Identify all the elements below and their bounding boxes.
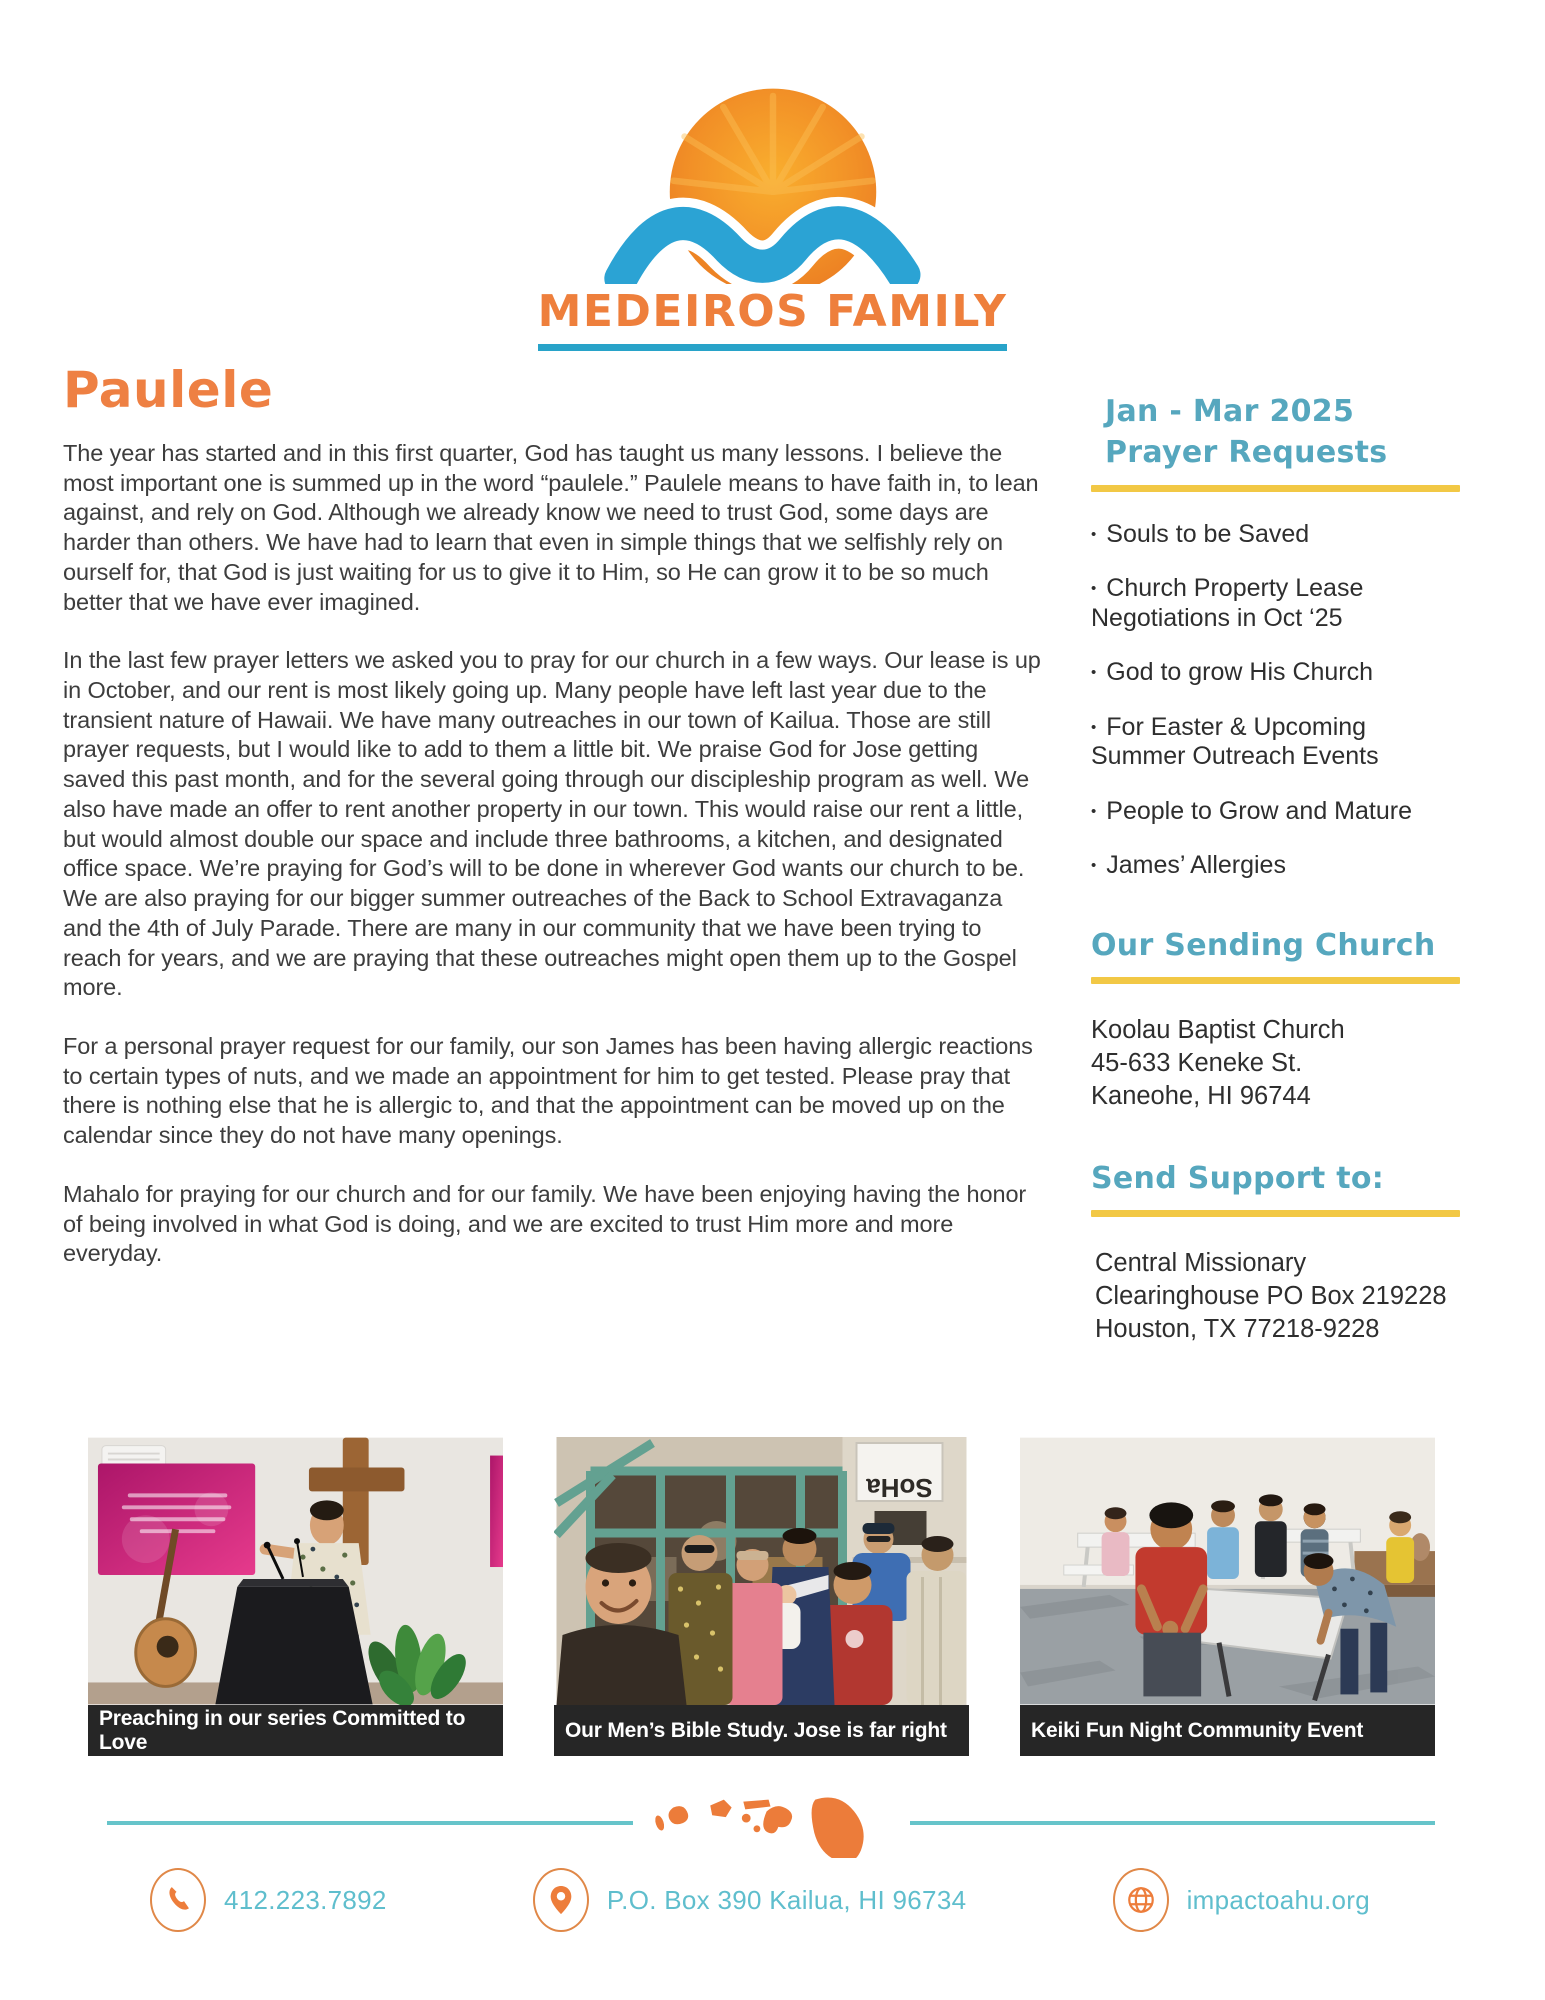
prayer-request-item: • Souls to be Saved	[1091, 520, 1460, 550]
website-url: impactoahu.org	[1186, 1884, 1370, 1915]
prayer-requests-section	[1091, 391, 1460, 881]
address-line: Kaneohe, HI 96744	[1091, 1082, 1311, 1111]
yellow-rule	[1091, 977, 1460, 984]
footer-phone	[150, 1868, 387, 1932]
sending-church-heading: Our Sending Church	[1091, 927, 1436, 963]
footer-address	[533, 1868, 966, 1932]
prayer-request-item: • For Easter & Upcoming Summer Outreach Events	[1091, 713, 1460, 772]
address-line: 45-633 Keneke St.	[1091, 1049, 1303, 1078]
photo-caption: Keiki Fun Night Community Event	[1020, 1705, 1435, 1756]
sending-church-section	[1091, 925, 1460, 1114]
photo-mens-bible-study	[554, 1437, 969, 1756]
mailing-address: P.O. Box 390 Kailua, HI 96734	[606, 1884, 967, 1915]
phone-number: 412.223.7892	[224, 1884, 387, 1915]
send-support-heading: Send Support to:	[1091, 1160, 1385, 1196]
send-support-section	[1091, 1158, 1460, 1347]
prayer-request-item: • James’ Allergies	[1091, 851, 1460, 881]
footer-website	[1113, 1868, 1370, 1932]
prayer-request-item: • Church Property Lease Negotiations in Oct ‘25	[1091, 574, 1460, 633]
prayer-requests-heading: Prayer Requests	[1105, 435, 1388, 471]
yellow-rule	[1091, 485, 1460, 492]
keiki-night-photo-illustration	[1020, 1437, 1435, 1705]
photo-preaching	[88, 1437, 503, 1756]
yellow-rule	[1091, 1210, 1460, 1217]
letter-paragraph: For a personal prayer request for our family, our son James has been having allergic reactions to certain types of nuts, and we made an appointment for him to get tested. Please pray that there is nothing else that he is allergic to, and that the appointment can be moved up on the calendar since they do not have many openings.	[63, 1032, 1033, 1149]
address-line: Koolau Baptist Church	[1091, 1016, 1345, 1045]
divider-line-left	[107, 1821, 633, 1825]
photo-row	[0, 1437, 1545, 1756]
support-address: Central Missionary Clearinghouse PO Box 219228 Houston, TX 77218-9228	[1095, 1248, 1447, 1344]
location-pin-icon	[533, 1868, 589, 1932]
prayer-date-range: Jan - Mar 2025	[1105, 394, 1355, 429]
bible-study-photo-illustration	[554, 1437, 969, 1705]
letter-paragraph: Mahalo for praying for our church and for our family. We have been enjoying having the honor of being involved in what God is doing, and we are excited to trust Him more and more everyday.	[63, 1180, 1027, 1267]
contact-footer	[0, 1864, 1545, 1932]
globe-icon	[1113, 1868, 1169, 1932]
sending-church-address	[1091, 1014, 1460, 1113]
article-body	[63, 439, 1045, 1269]
hawaiian-islands-icon	[649, 1788, 894, 1858]
photo-caption: Our Men’s Bible Study. Jose is far right	[554, 1705, 969, 1756]
content-area	[0, 351, 1545, 1437]
photo-keiki-fun-night	[1020, 1437, 1435, 1756]
sidebar	[1091, 357, 1460, 1437]
sun-wave-logo	[588, 72, 958, 284]
letter-paragraph: In the last few prayer letters we asked you to pray for our church in a few ways. Our lease is up in October, and our rent is most likely going up. Many people have left last year due to the transient nature of Hawaii. We have many outreaches in our town of Kailua. Those are still prayer requests, but I would like to add to them a little bit. We praise God for Jose getting saved this past month, and for the several going through our discipleship program as well. We also have made an offer to rent another property in our town. This would raise our rent a little, but would almost double our space and include three bathrooms, a kitchen, and designated office space. We’re praying for God’s will to be done in wherever God wants our church to be. We are also praying for our bigger summer outreaches of the Back to School Extravaganza and the 4th of July Parade. There are many in our community that we have been trying to reach for years, and we are praying that these outreaches might open them up to the Gospel more.	[63, 647, 1041, 1001]
prayer-request-item: • People to Grow and Mature	[1091, 797, 1460, 827]
letter-article	[63, 357, 1045, 1437]
page-title: Paulele	[63, 361, 274, 419]
preaching-photo-illustration	[88, 1437, 503, 1705]
phone-icon	[150, 1868, 206, 1932]
divider-line-right	[910, 1821, 1436, 1825]
letter-paragraph: The year has started and in this first quarter, God has taught us many lessons. I believe the most important one is summed up in the word “paulele.” Paulele means to have faith in, to lean against, and rely on God. Although we already know we need to trust God, some days are harder than others. We have had to learn that even in simple things that we selfishly rely on ourself for, that God is just waiting for us to give it to Him, so He can grow it to be so much better that we have ever imagined.	[63, 440, 1039, 615]
prayer-request-list	[1091, 520, 1460, 881]
logo-header	[0, 0, 1545, 351]
soha-sign-text: SoHa	[866, 1473, 933, 1503]
prayer-request-item: • God to grow His Church	[1091, 658, 1460, 688]
footer-divider	[0, 1782, 1545, 1864]
photo-caption: Preaching in our series Committed to Love	[88, 1705, 503, 1756]
family-name-title: MEDEIROS FAMILY	[538, 286, 1008, 351]
